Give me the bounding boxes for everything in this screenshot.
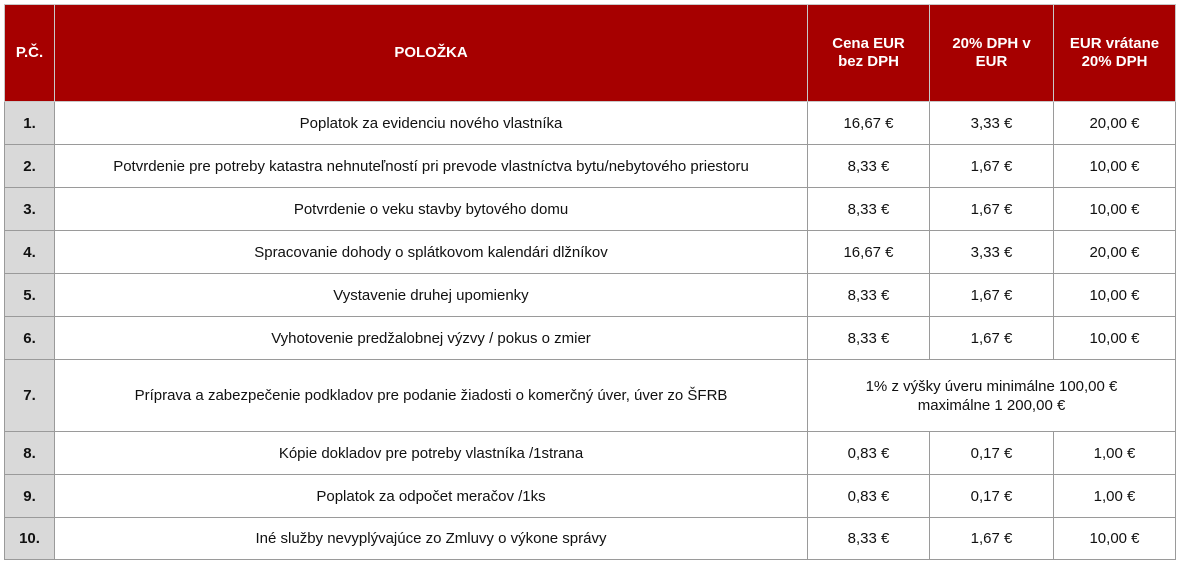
- row-number: 4.: [5, 231, 55, 274]
- row-total: 10,00 €: [1054, 145, 1176, 188]
- row-total: 10,00 €: [1054, 274, 1176, 317]
- row-merged-price-note: [808, 360, 1176, 432]
- row-vat: 1,67 €: [930, 188, 1054, 231]
- row-item: Poplatok za odpočet meračov /1ks: [55, 475, 808, 518]
- row-item: Vyhotovenie predžalobnej výzvy / pokus o zmier: [55, 317, 808, 360]
- row-price: 0,83 €: [808, 475, 930, 518]
- row-total: 1,00 €: [1054, 475, 1176, 518]
- row-price: 16,67 €: [808, 102, 930, 145]
- row-number: 2.: [5, 145, 55, 188]
- table-row: [5, 231, 1176, 274]
- row-total: 10,00 €: [1054, 188, 1176, 231]
- fee-table: [4, 4, 1176, 560]
- row-total: 10,00 €: [1054, 317, 1176, 360]
- header-total: [1054, 5, 1176, 102]
- header-price-line1: Cena EUR: [832, 35, 905, 52]
- table-row: [5, 317, 1176, 360]
- row-vat: 1,67 €: [930, 274, 1054, 317]
- row-price: 8,33 €: [808, 317, 930, 360]
- header-price-line2: bez DPH: [838, 53, 899, 70]
- row-price: 8,33 €: [808, 518, 930, 560]
- table-row: [5, 274, 1176, 317]
- row-number: 6.: [5, 317, 55, 360]
- row-number: 8.: [5, 432, 55, 475]
- row-price: 16,67 €: [808, 231, 930, 274]
- header-price: [808, 5, 930, 102]
- table-row: [5, 360, 1176, 432]
- header-row: [5, 5, 1176, 102]
- row-number: 5.: [5, 274, 55, 317]
- row-number: 3.: [5, 188, 55, 231]
- row-item: Príprava a zabezpečenie podkladov pre podanie žiadosti o komerčný úver, úver zo ŠFRB: [55, 360, 808, 432]
- row-total: 20,00 €: [1054, 231, 1176, 274]
- row-total: 10,00 €: [1054, 518, 1176, 560]
- table-row: [5, 518, 1176, 560]
- row-price: 0,83 €: [808, 432, 930, 475]
- row-item: Kópie dokladov pre potreby vlastníka /1strana: [55, 432, 808, 475]
- table-row: [5, 475, 1176, 518]
- row-number: 9.: [5, 475, 55, 518]
- header-total-line1: EUR vrátane: [1069, 35, 1160, 52]
- table-row: [5, 432, 1176, 475]
- header-vat-line1: 20% DPH v: [952, 35, 1031, 52]
- row-item: Potvrdenie pre potreby katastra nehnuteľností pri prevode vlastníctva bytu/nebytového priestoru: [55, 145, 808, 188]
- merged-note-line2: maximálne 1 200,00 €: [917, 396, 1066, 414]
- table-row: [5, 145, 1176, 188]
- row-price: 8,33 €: [808, 145, 930, 188]
- header-vat-line2: EUR: [975, 53, 1008, 70]
- row-total: 20,00 €: [1054, 102, 1176, 145]
- row-number: 1.: [5, 102, 55, 145]
- row-vat: 1,67 €: [930, 145, 1054, 188]
- row-vat: 1,67 €: [930, 317, 1054, 360]
- row-item: Spracovanie dohody o splátkovom kalendári dlžníkov: [55, 231, 808, 274]
- row-vat: 0,17 €: [930, 432, 1054, 475]
- row-item: Iné služby nevyplývajúce zo Zmluvy o výkone správy: [55, 518, 808, 560]
- header-total-line2: 20% DPH: [1081, 53, 1148, 70]
- row-price: 8,33 €: [808, 274, 930, 317]
- header-num: P.Č.: [5, 5, 55, 102]
- table-row: [5, 188, 1176, 231]
- row-number: 10.: [5, 518, 55, 560]
- table-row: [5, 102, 1176, 145]
- row-item: Poplatok za evidenciu nového vlastníka: [55, 102, 808, 145]
- row-vat: 1,67 €: [930, 518, 1054, 560]
- merged-note-line1: 1% z výšky úveru minimálne 100,00 €: [865, 377, 1118, 395]
- row-total: 1,00 €: [1054, 432, 1176, 475]
- fee-table-container: [4, 4, 1176, 560]
- row-vat: 0,17 €: [930, 475, 1054, 518]
- row-vat: 3,33 €: [930, 102, 1054, 145]
- row-item: Potvrdenie o veku stavby bytového domu: [55, 188, 808, 231]
- header-vat: [930, 5, 1054, 102]
- header-item: POLOŽKA: [55, 5, 808, 102]
- row-vat: 3,33 €: [930, 231, 1054, 274]
- row-item: Vystavenie druhej upomienky: [55, 274, 808, 317]
- row-number: 7.: [5, 360, 55, 432]
- row-price: 8,33 €: [808, 188, 930, 231]
